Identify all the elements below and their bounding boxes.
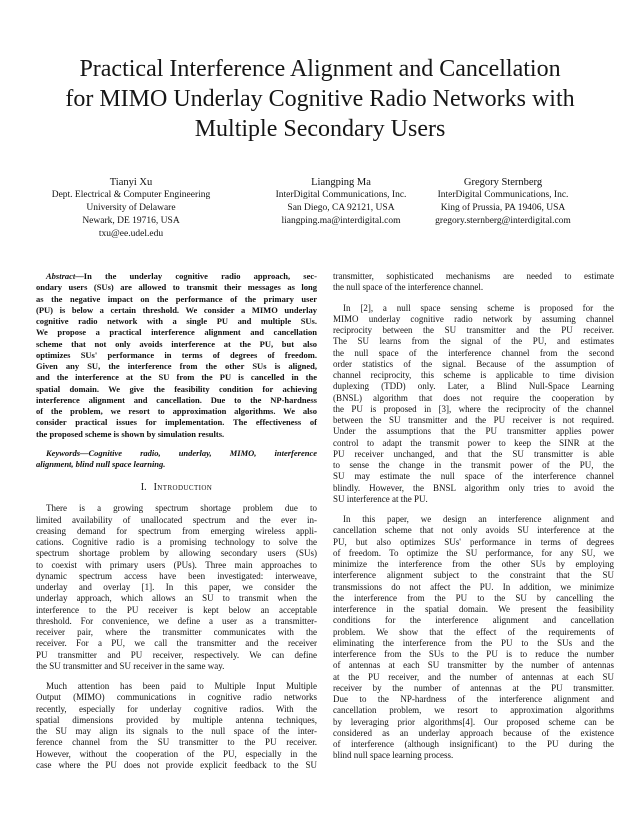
paragraph-lead: Keywords [46,447,80,458]
author-affiliation-line: University of Delaware [86,203,176,213]
title-line: for MIMO Underlay Cognitive Radio Networks with [65,86,575,112]
text-line: Given any SU, the interference from the other SUs is aligned, [36,361,317,371]
paragraph [333,271,614,294]
author-affiliation-line: InterDigital Communications, Inc. [437,190,569,200]
text-line: considered as an underlay approach because of the existence [333,727,614,738]
text-line: Much attention has been paid to Multiple Input Multiple [46,681,317,691]
text-line: the null space of the interference channel from the second [333,347,614,358]
author-affiliation-line: InterDigital Communications, Inc. [275,190,407,200]
text-line: channel reciprocity, this scheme is applicable to time division [333,370,614,380]
right-column-text [333,271,614,762]
text-line: The SU learns from the signal of the PU, and estimates [333,336,614,347]
text-line: spatial domain. We give the feasibility condition for achieving [36,383,317,394]
abstract-section [36,271,317,440]
text-line: the SU transmitter and SU receiver in the same way. [36,660,225,671]
authors-row [0,176,640,248]
text-line: PU transmitter and PU receiver, respectively. We can define [36,649,317,660]
text-line: duplexing (TDD) only. Later, a Blind Null-Space Learning [333,381,614,392]
author-affiliation-line: Dept. Electrical & Computer Engineering [51,190,211,200]
paragraph [36,681,317,771]
text-line: receiver pair, where the transmitter communicates with the [36,627,317,637]
text-line: dynamic spectrum access have been investigated: interweave, [36,570,317,581]
text-line: of freedom. To optimize the SU performance, for any SU, we [333,547,614,558]
text-line: threshold. For convenience, we define a user as a transmitter- [36,615,317,626]
text-line: the null space of the interference channel. [333,282,484,293]
text-line: interference to the PU receiver is kept below an acceptable [36,604,317,615]
paragraph [36,271,317,440]
text-line: PU receiver unchanged, and that the SU transmitter is able [333,448,614,459]
author-name: Tianyi Xu [109,177,153,188]
paragraph [36,503,317,672]
text-line: spectrum shortage problem by allowing secondary users (SUs) [36,548,317,559]
text-line: Under the assumptions that the PU transmitter applies power [333,426,614,437]
section-heading [36,482,317,494]
text-line: (BNSL) algorithm that does not require the cooperation by [333,392,614,403]
text-line: at the PU receiver, and the number of antennas at each SU [333,671,614,682]
paragraph [333,303,614,506]
text-line: In this paper, we design an interference alignment and [343,514,614,524]
section-title: Introduction [153,482,213,494]
text-line: (PU) is below a certain threshold. We consider a MIMO underlay [36,304,317,315]
author-affiliation-line: gregory.sternberg@interdigital.com [435,216,571,226]
text-line: eliminating the interference from the PU to the SUs and the [333,637,614,648]
text-line: the PU is proposed in [3], where the reciprocity of the channel [333,403,614,414]
paragraph-lead: Abstract [46,271,76,281]
text-line: and the interference at the SU from the PU is cancelled in the [36,372,317,383]
text-line: Output (MIMO) communications in cognitive radio networks [36,692,317,703]
author-affiliation-line: Newark, DE 19716, USA [82,216,180,226]
text-line: However, without the cooperation of the PU, especially in the [36,748,317,759]
text-line: as the negative impact on the performance of the primary user [36,293,317,304]
text-line: interference in the spatial domain. We present the feasibility [333,604,614,614]
author-affiliation-line: liangping.ma@interdigital.com [281,216,401,226]
text-line: We propose a practical interference alignment and cancellation [36,327,317,338]
text-line: the SU may align its signals to the null space of the inter- [36,726,317,736]
text-line: In [2], a null space sensing scheme is proposed for the [343,302,614,313]
text-line: There is a growing spectrum shortage problem due to [46,503,317,514]
title-line: Multiple Secondary Users [194,116,446,142]
title-line: Practical Interference Alignment and Cancellation [79,56,561,82]
text-line: spatial dimensions provided by multiple antenna techniques, [36,714,317,725]
text-line: interference alignment subject to the constraint that the SU [333,570,614,581]
author-block [403,176,603,228]
text-line: receiver. For a PU, we call the transmitter and the receiver [36,638,317,649]
text-line: blindly. However, the BNSL algorithm only tries to avoid the [333,482,614,493]
text-line: cognitive radio network with a single PU and multiple SUs. [36,316,317,326]
author-name: Gregory Sternberg [463,177,543,188]
text-line: blind null space learning process. [333,750,454,761]
author-affiliation [403,189,603,228]
text-line: optimizes SUs' performance in terms of degrees of freedom. [36,349,317,360]
text-line: creasing demand for spectrum from emerging wireless appli- [36,525,317,536]
text-line: transmissions do not affect the PU. In addition, we minimize [333,581,614,592]
author-affiliation [31,189,231,241]
paragraph [333,514,614,762]
author-affiliation-line: King of Prussia, PA 19406, USA [440,203,566,213]
text-line: case where the PU does not provide explicit feedback to the SU [36,759,317,770]
text-line: problem. We show that the effect of the requirements of [333,626,614,637]
text-line: recently, especially for underlay cognitive radios. With the [36,703,317,714]
text-line: cations. Cognitive radio is a promising technology to solve the [36,537,317,547]
text-line: Abstract—In the underlay cognitive radio approach, sec- [46,271,317,281]
text-line: the proposed scheme is shown by simulation results. [36,428,225,439]
text-line: receiver by the number of antennas at the PU transmitter. [333,682,614,693]
two-column-body [0,271,640,780]
text-line: underlay approach, which allows an SU to transmit when the [36,593,317,604]
author-name: Liangping Ma [311,177,371,188]
introduction-text [36,503,317,771]
text-line: of antennas at each SU transmitter by the number of antennas [333,660,614,671]
paper-title [0,54,640,144]
text-line: PU, but also optimizes SUs' performance in terms of degrees [333,536,614,547]
text-line: underlay and overlay [1]. In this paper, we consider the [36,582,317,592]
text-line: Due to the NP-hardness of the interference alignment and [333,694,614,704]
text-line: to sense the change in the transmit power of the PU, the [333,460,614,470]
text-line: consider practical issues for implementation. The effectiveness of [36,417,317,428]
text-line: control to adapt the transmit power to keep the SINR at the [333,437,614,448]
text-line: cancellation scheme that not only avoids SU interference at the [333,525,614,536]
text-line: limited availability of unallocated spectrum and the ever in- [36,514,317,525]
text-line: ference channel from the SU transmitter to the PU receiver. [36,737,317,748]
text-line: transmitter, sophisticated mechanisms are needed to estimate [333,271,614,281]
right-column [333,271,614,780]
text-line: ondary users (SUs) are allowed to transmit their messages as long [36,282,317,293]
left-column [36,271,317,780]
text-line: minimize the interference from the other SUs by employing [333,559,614,569]
text-line: the interference from the PU to the SU by cancelling the [333,592,614,603]
text-line: conditions for the interference alignment and cancellation [333,615,614,626]
text-line: of the problem, we resort to approximation algorithms. We also [36,406,317,416]
text-line: MIMO underlay cognitive radio network by assuming channel [333,313,614,324]
author-block [31,176,231,241]
text-line: interference from the SUs to the PU is to reduce the number [333,649,614,659]
paragraph [36,448,317,471]
text-line: Keywords—Cognitive radio, underlay, MIMO, interference [46,447,317,458]
text-line: alignment, blind null space learning. [36,459,166,469]
text-line: SU may estimate the null space of the interference channel [333,471,614,482]
text-line: between the SU transmitter and the PU receiver is not required. [333,415,614,425]
text-line: by leveraging prior algorithms[4]. Our proposed scheme can be [333,716,614,727]
text-line: SU interference at the PU. [333,493,428,504]
text-line: scheme that not only avoids interference at the PU, but also [36,338,317,349]
text-line: of interference (although insignificant) to the PU during the [333,739,614,749]
text-line: cancellation problem, we resort to approximation algorithms [333,705,614,716]
author-affiliation-line: txu@ee.udel.edu [98,229,164,239]
section-number: I. [140,482,147,494]
text-line: order statistics of the signal. Because of the assumption of [333,358,614,369]
keywords-section [36,448,317,471]
text-line: to coexist with primary users (PUs). Three main approaches to [36,559,317,570]
text-line: interference alignment and cancellation. Due to the NP-hardness [36,394,317,405]
author-affiliation-line: San Diego, CA 92121, USA [287,203,395,213]
text-line: reciprocity between the SU transmitter and the PU receiver. [333,325,614,335]
